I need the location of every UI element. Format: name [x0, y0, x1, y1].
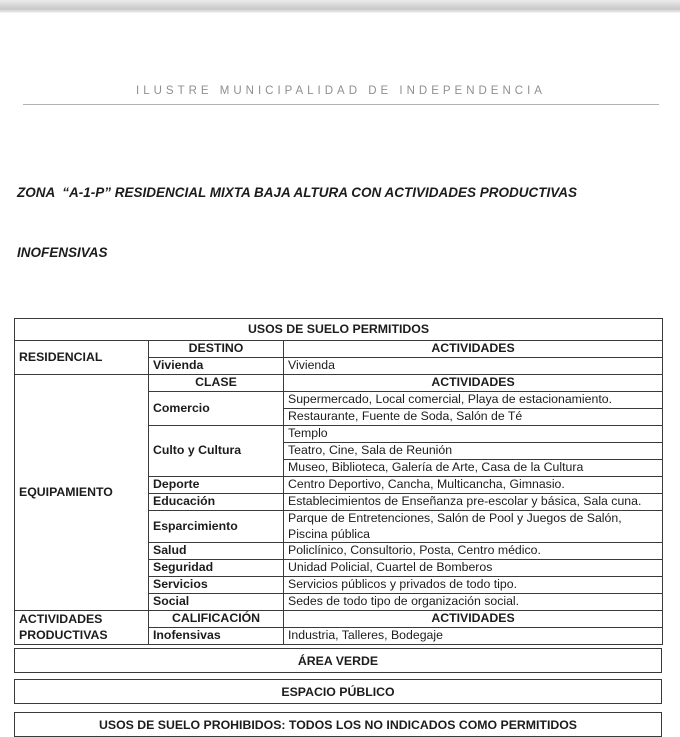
actividades-column-header-equipamiento: ACTIVIDADES — [284, 375, 663, 392]
row-label-esparcimiento: Esparcimiento — [149, 511, 284, 543]
calificacion-column-header: CALIFICACIÓN — [149, 611, 284, 628]
espacio-publico-box — [14, 679, 662, 704]
row-label-vivienda: Vivienda — [149, 358, 284, 375]
permitted-uses-header: USOS DE SUELO PERMITIDOS — [15, 319, 663, 341]
section-equipamiento: EQUIPAMIENTO — [15, 375, 149, 611]
actividades-column-header-residencial: ACTIVIDADES — [284, 341, 663, 358]
row-label-comercio: Comercio — [149, 392, 284, 426]
row-value-culto-3: Museo, Biblioteca, Galería de Arte, Casa de la Cultura — [284, 460, 663, 477]
row-value-comercio-1: Supermercado, Local comercial, Playa de estacionamiento. — [284, 392, 663, 409]
row-value-seguridad: Unidad Policial, Cuartel de Bomberos — [284, 560, 663, 577]
municipality-title: ILUSTRE MUNICIPALIDAD DE INDEPENDENCIA — [136, 85, 546, 97]
row-value-educacion: Establecimientos de Enseñanza pre-escolar y básica, Sala cuna. — [284, 494, 663, 511]
usos-prohibidos-box — [14, 712, 662, 737]
destino-column-header: DESTINO — [149, 341, 284, 358]
row-label-social: Social — [149, 594, 284, 611]
row-label-salud: Salud — [149, 543, 284, 560]
espacio-publico-label: ESPACIO PÚBLICO — [281, 684, 395, 699]
row-value-esparcimiento: Parque de Entretenciones, Salón de Pool y Juegos de Salón, Piscina pública — [284, 511, 663, 543]
row-value-inofensivas: Industria, Talleres, Bodegaje — [284, 628, 663, 645]
row-label-educacion: Educación — [149, 494, 284, 511]
area-verde-box — [14, 648, 662, 673]
row-label-servicios: Servicios — [149, 577, 284, 594]
row-label-inofensivas: Inofensivas — [149, 628, 284, 645]
row-value-culto-2: Teatro, Cine, Sala de Reunión — [284, 443, 663, 460]
area-verde-label: ÁREA VERDE — [297, 653, 379, 668]
zone-title — [17, 143, 660, 303]
row-value-salud: Policlínico, Consultorio, Posta, Centro médico. — [284, 543, 663, 560]
zone-title-line1: ZONA “A-1-P” RESIDENCIAL MIXTA BAJA ALTURA CON ACTIVIDADES PRODUCTIVAS — [17, 185, 578, 200]
section-actividades-productivas: ACTIVIDADES PRODUCTIVAS — [15, 611, 149, 645]
row-value-culto-1: Templo — [284, 426, 663, 443]
section-residencial: RESIDENCIAL — [15, 341, 149, 375]
row-value-servicios: Servicios públicos y privados de todo tipo. — [284, 577, 663, 594]
row-label-seguridad: Seguridad — [149, 560, 284, 577]
row-value-social: Sedes de todo tipo de organización social. — [284, 594, 663, 611]
municipality-header — [23, 85, 659, 105]
row-value-comercio-2: Restaurante, Fuente de Soda, Salón de Té — [284, 409, 663, 426]
row-label-deporte: Deporte — [149, 477, 284, 494]
row-label-culto-y-cultura: Culto y Cultura — [149, 426, 284, 477]
usos-prohibidos-label: USOS DE SUELO PROHIBIDOS: TODOS LOS NO INDICADOS COMO PERMITIDOS — [98, 717, 578, 732]
clase-column-header: CLASE — [149, 375, 284, 392]
land-use-table — [14, 318, 663, 645]
row-value-vivienda: Vivienda — [284, 358, 663, 375]
zone-title-line2: INOFENSIVAS — [17, 245, 108, 260]
actividades-column-header-productivas: ACTIVIDADES — [284, 611, 663, 628]
window-top-bar — [0, 0, 680, 13]
row-value-deporte: Centro Deportivo, Cancha, Multicancha, Gimnasio. — [284, 477, 663, 494]
